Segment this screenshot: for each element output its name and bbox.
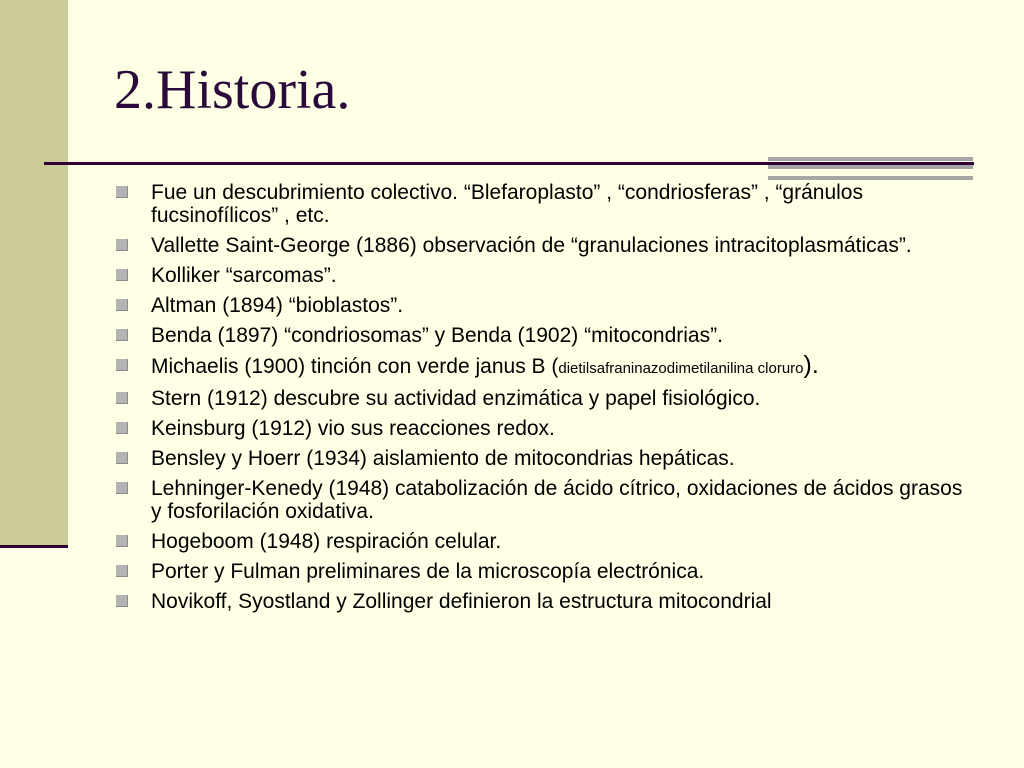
square-bullet-icon — [116, 482, 128, 494]
square-bullet-icon — [116, 595, 128, 607]
bullet-tail: ). — [803, 351, 819, 379]
bullet-item — [114, 590, 964, 613]
bullet-text: Bensley y Hoerr (1934) aislamiento de mitocondrias hepáticas. — [151, 447, 735, 470]
square-bullet-icon — [116, 535, 128, 547]
side-band — [0, 0, 68, 545]
side-band-rule — [0, 545, 68, 548]
bullet-item — [114, 477, 964, 523]
bullet-item — [114, 560, 964, 583]
bullet-item — [114, 417, 964, 440]
square-bullet-icon — [116, 269, 128, 281]
bullet-subtext: dietilsafraninazodimetilanilina cloruro — [558, 360, 804, 377]
square-bullet-icon — [116, 452, 128, 464]
square-bullet-icon — [116, 186, 128, 198]
bullet-text: Porter y Fulman preliminares de la microscopía electrónica. — [151, 560, 705, 583]
bullet-item — [114, 181, 964, 227]
slide-title: 2.Historia. — [114, 59, 351, 121]
square-bullet-icon — [116, 239, 128, 251]
bullet-item — [114, 234, 964, 257]
bullet-item — [114, 530, 964, 553]
bullet-text: Altman (1894) “bioblastos”. — [151, 294, 404, 317]
square-bullet-icon — [116, 329, 128, 341]
bullet-text: Benda (1897) “condriosomas” y Benda (1902) “mitocondrias”. — [151, 324, 723, 347]
bullet-text: Novikoff, Syostland y Zollinger definieron la estructura mitocondrial — [151, 590, 772, 613]
bullet-item — [114, 324, 964, 347]
bullet-item — [114, 264, 964, 287]
bullet-item — [114, 447, 964, 470]
square-bullet-icon — [116, 299, 128, 311]
bullet-item — [114, 351, 964, 380]
bullet-item — [114, 294, 964, 317]
square-bullet-icon — [116, 565, 128, 577]
bullet-text: Stern (1912) descubre su actividad enzimática y papel fisiológico. — [151, 387, 761, 410]
bullet-text: Hogeboom (1948) respiración celular. — [151, 530, 502, 553]
bullet-text: Keinsburg (1912) vio sus reacciones redox. — [151, 417, 555, 440]
bullet-item — [114, 387, 964, 410]
bullet-text: Fue un descubrimiento colectivo. “Blefaroplasto” , “condriosferas” , “gránulos fucsinofílicos” , etc. — [151, 181, 863, 227]
bullet-text: Vallette Saint-George (1886) observación de “granulaciones intracitoplasmáticas”. — [151, 234, 912, 257]
bullet-list — [114, 181, 964, 620]
accent-bar — [768, 165, 973, 169]
bullet-text: Michaelis (1900) tinción con verde janus B ( — [151, 355, 559, 378]
square-bullet-icon — [116, 392, 128, 404]
square-bullet-icon — [116, 422, 128, 434]
accent-bar — [768, 176, 973, 180]
square-bullet-icon — [116, 359, 128, 371]
bullet-text: Lehninger-Kenedy (1948) catabolización de ácido cítrico, oxidaciones de ácidos grasos y fosforilación oxidativa. — [151, 477, 963, 523]
accent-bar — [768, 157, 973, 161]
bullet-text: Kolliker “sarcomas”. — [151, 264, 337, 287]
